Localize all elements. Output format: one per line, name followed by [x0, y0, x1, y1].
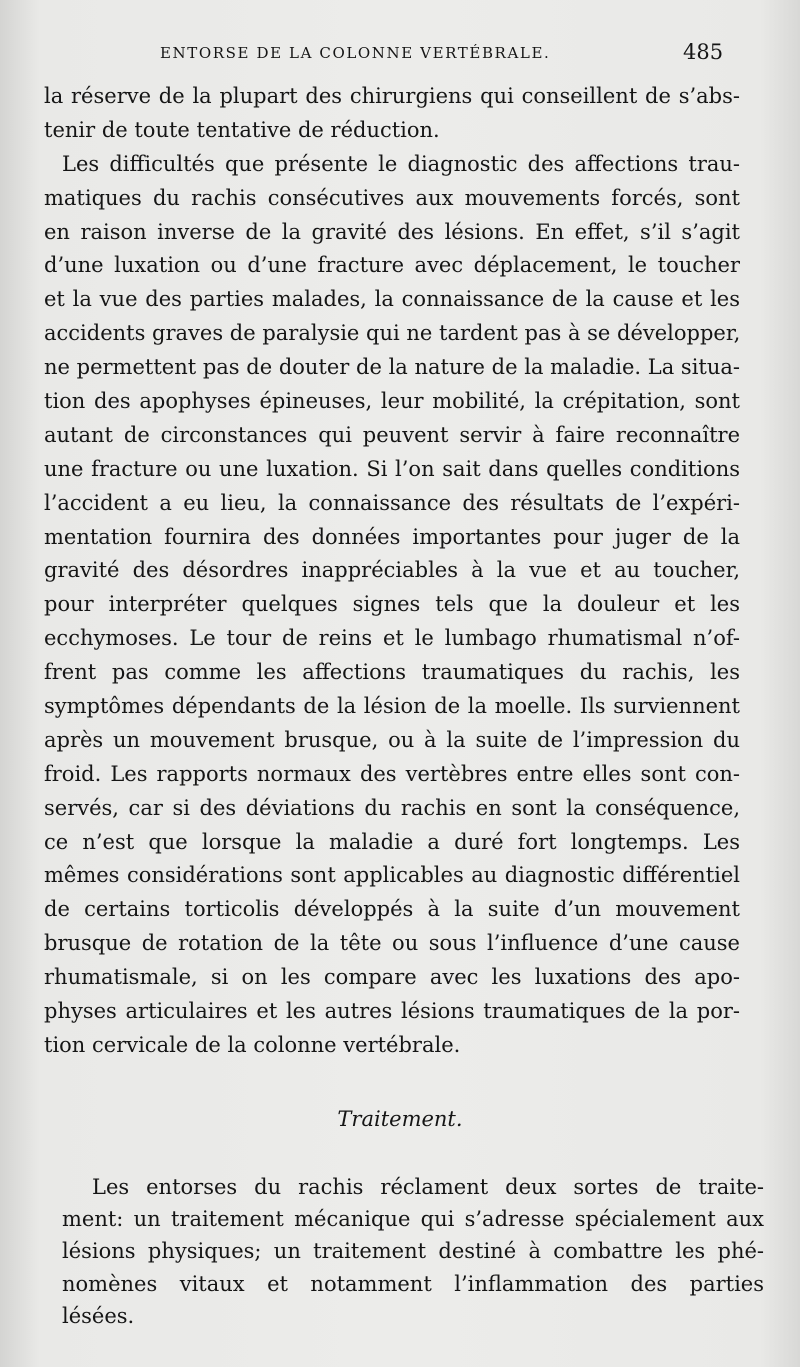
- text-line: de certains torticolis développés à la suite d’un mouvement: [44, 897, 740, 922]
- text-line: mêmes considérations sont applicables au diagnostic différentiel: [44, 863, 740, 888]
- text-line: autant de circonstances qui peuvent servir à faire reconnaître: [44, 422, 740, 447]
- text-line: tion cervicale de la colonne vertébrale.: [44, 1032, 461, 1057]
- text-line: gravité des désordres inappréciables à la vue et au toucher,: [44, 558, 740, 583]
- text-line: ecchymoses. Le tour de reins et le lumbago rhumatismal n’of-: [44, 626, 740, 651]
- text-line: d’une luxation ou d’une fracture avec déplacement, le toucher: [44, 253, 740, 278]
- text-line: frent pas comme les affections traumatiques du rachis, les: [44, 660, 740, 685]
- text-line: nomènes vitaux et notamment l’inflammation des parties: [62, 1271, 764, 1296]
- text-line: symptômes dépendants de la lésion de la moelle. Ils surviennent: [44, 694, 740, 719]
- text-line: tenir de toute tentative de réduction.: [44, 117, 440, 142]
- text-line: brusque de rotation de la tête ou sous l’influence d’une cause: [44, 931, 740, 956]
- text-line: matiques du rachis consécutives aux mouvements forcés, sont: [44, 185, 740, 210]
- text-line: Les entorses du rachis réclament deux sortes de traite-: [92, 1175, 764, 1199]
- treatment-text: [62, 1171, 764, 1332]
- text-line: tion des apophyses épineuses, leur mobilité, la crépitation, sont: [44, 389, 740, 414]
- text-line: la réserve de la plupart des chirurgiens qui conseillent de s’abs-: [44, 84, 740, 108]
- running-head: ENTORSE DE LA COLONNE VERTÉBRALE.: [160, 44, 551, 62]
- text-line: l’accident a eu lieu, la connaissance des résultats de l’expéri-: [44, 490, 740, 515]
- text-line: froid. Les rapports normaux des vertèbres entre elles sont con-: [44, 761, 740, 786]
- section-title: Traitement.: [337, 1107, 463, 1131]
- text-line: lésées.: [62, 1303, 135, 1328]
- text-line: et la vue des parties malades, la connaissance de la cause et les: [44, 287, 740, 312]
- text-line: en raison inverse de la gravité des lésions. En effet, s’il s’agit: [44, 219, 740, 244]
- text-line: ment: un traitement mécanique qui s’adresse spécialement aux: [62, 1207, 764, 1232]
- page-number: 485: [683, 40, 724, 64]
- text-line: mentation fournira des données importantes pour juger de la: [44, 524, 740, 549]
- text-line: servés, car si des déviations du rachis en sont la conséquence,: [44, 795, 740, 820]
- text-line: après un mouvement brusque, ou à la suite de l’impression du: [44, 727, 740, 752]
- text-line: ce n’est que lorsque la maladie a duré fort longtemps. Les: [44, 829, 740, 854]
- text-line: physes articulaires et les autres lésions traumatiques de la por-: [44, 999, 740, 1024]
- text-line: une fracture ou une luxation. Si l’on sait dans quelles conditions: [44, 456, 740, 481]
- text-line: rhumatismale, si on les compare avec les luxations des apo-: [44, 965, 740, 990]
- text-line: Les difficultés que présente le diagnostic des affections trau-: [62, 151, 740, 176]
- text-line: ne permettent pas de douter de la nature de la maladie. La situa-: [44, 355, 740, 380]
- main-text: [44, 80, 740, 1063]
- text-line: pour interpréter quelques signes tels que la douleur et les: [44, 592, 740, 617]
- text-line: accidents graves de paralysie qui ne tardent pas à se développer,: [44, 321, 740, 346]
- text-line: lésions physiques; un traitement destiné à combattre les phé-: [62, 1239, 764, 1264]
